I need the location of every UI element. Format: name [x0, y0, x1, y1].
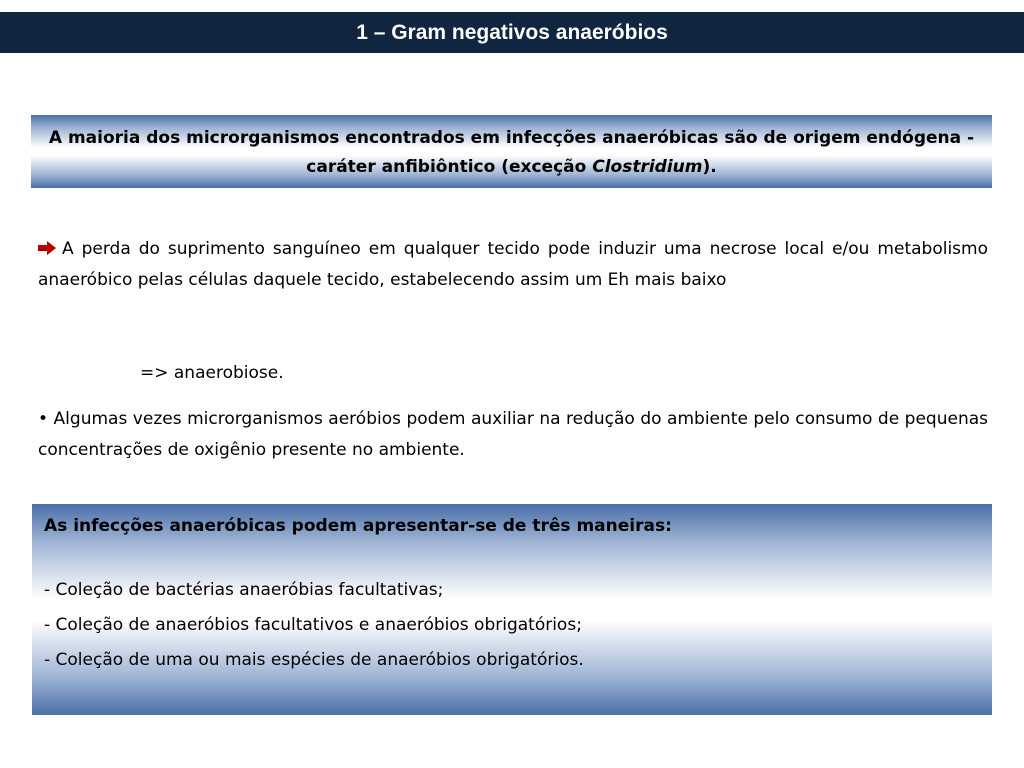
- paragraph-anaerobiose-text: => anaerobiose.: [140, 363, 284, 383]
- red-arrow-icon: [38, 241, 56, 255]
- intro-text: A maioria dos microrganismos encontrados em infecções anaeróbicas são de origem endógena - caráter anfibiôntico (exceção: [48, 128, 975, 177]
- ways-item-3: - Coleção de uma ou mais espécies de anaeróbios obrigatórios.: [44, 650, 584, 670]
- paragraph-necrose-text: A perda do suprimento sanguíneo em qualquer tecido pode induzir uma necrose local e/ou metabolismo anaeróbico pelas células daquele tecido, estabelecendo assim um Eh mais baixo: [38, 239, 988, 290]
- slide-title: 1 – Gram negativos anaeróbios: [356, 20, 668, 44]
- bullet-dot: •: [38, 409, 49, 429]
- intro-italic-genus: Clostridium: [592, 157, 703, 177]
- paragraph-aerobios-text: Algumas vezes microrganismos aeróbios podem auxiliar na redução do ambiente pelo consumo de pequenas concentrações de oxigênio presente no ambiente.: [38, 409, 988, 460]
- paragraph-necrose: [38, 234, 988, 296]
- intro-text-end: ).: [702, 157, 717, 177]
- paragraph-aerobios: [38, 404, 988, 466]
- paragraph-anaerobiose: [140, 358, 740, 389]
- ways-heading: As infecções anaeróbicas podem apresentar-se de três maneiras:: [44, 516, 672, 536]
- ways-item-2: - Coleção de anaeróbios facultativos e anaeróbios obrigatórios;: [44, 615, 582, 635]
- title-bar: [0, 12, 1024, 53]
- ways-box: [32, 504, 992, 715]
- ways-item-1: - Coleção de bactérias anaeróbias facultativas;: [44, 580, 444, 600]
- intro-box: [31, 115, 992, 188]
